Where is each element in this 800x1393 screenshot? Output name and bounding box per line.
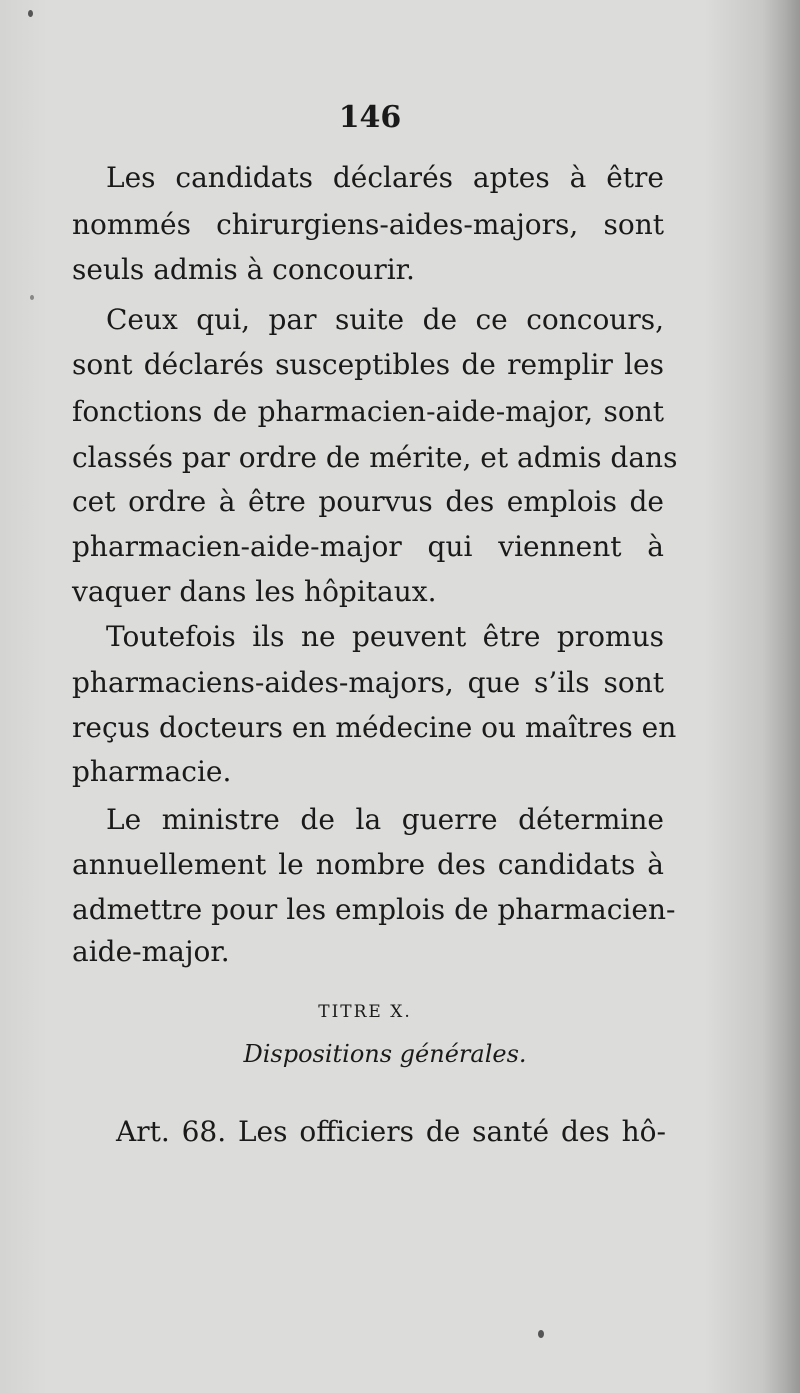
- paragraph-1-line-1: Les candidats déclarés aptes à être: [106, 161, 664, 194]
- section-title: Dispositions générales.: [243, 1040, 527, 1068]
- paper-speck: [538, 1330, 544, 1338]
- paragraph-1-line-3: seuls admis à concourir.: [72, 253, 415, 286]
- paragraph-2-line-7: vaquer dans les hôpitaux.: [72, 575, 437, 608]
- paragraph-2-line-3: fonctions de pharmacien-aide-major, sont: [72, 395, 664, 428]
- paper-speck: [28, 10, 33, 17]
- paragraph-2-line-2: sont déclarés susceptibles de remplir les: [72, 348, 664, 381]
- page-number: 146: [338, 100, 402, 135]
- paragraph-2-line-5: cet ordre à être pourvus des emplois de: [72, 485, 664, 518]
- paragraph-4-line-1: Le ministre de la guerre détermine: [106, 803, 664, 836]
- paragraph-3-line-2: pharmaciens-aides-majors, que s’ils sont: [72, 666, 664, 699]
- titre-heading: TITRE X.: [318, 1002, 412, 1022]
- paragraph-4-line-2: annuellement le nombre des candidats à: [72, 848, 664, 881]
- paragraph-2-line-4: classés par ordre de mérite, et admis dans: [72, 441, 678, 474]
- paragraph-2-line-1: Ceux qui, par suite de ce concours,: [106, 303, 664, 336]
- paragraph-2-line-6: pharmacien-aide-major qui viennent à: [72, 530, 664, 563]
- paragraph-1-line-2: nommés chirurgiens-aides-majors, sont: [72, 208, 664, 241]
- paragraph-4-line-4: aide-major.: [72, 935, 230, 968]
- paragraph-3-line-1: Toutefois ils ne peuvent être promus: [106, 620, 664, 653]
- paragraph-4-line-3: admettre pour les emplois de pharmacien-: [72, 893, 676, 926]
- article-68-line: Art. 68. Les officiers de santé des hô-: [116, 1115, 666, 1148]
- paragraph-3-line-4: pharmacie.: [72, 755, 232, 788]
- paper-speck: [30, 295, 34, 300]
- paragraph-3-line-3: reçus docteurs en médecine ou maîtres en: [72, 711, 677, 744]
- page-gutter-shadow: [762, 0, 800, 1393]
